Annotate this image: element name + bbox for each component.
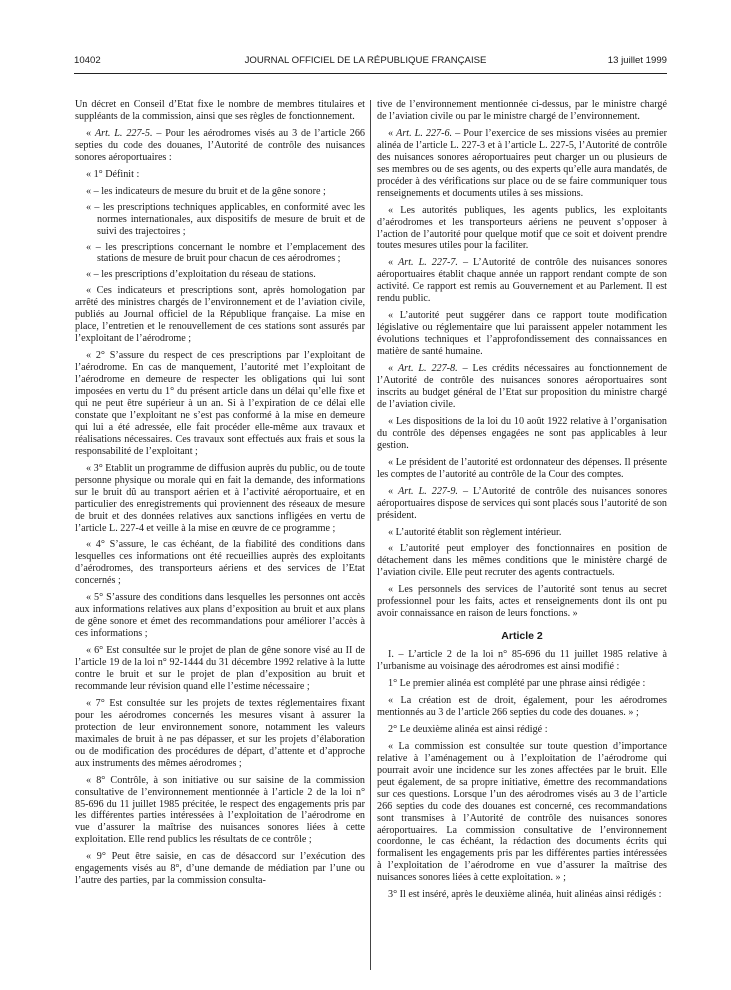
paragraph: 3° Il est inséré, après le deuxième alinéa, huit alinéas ainsi rédigés : [388, 889, 662, 901]
left-column [75, 99, 365, 892]
list-item: « – les prescriptions d’exploitation du réseau de stations. [86, 269, 316, 281]
list-item: « – les indicateurs de mesure du bruit et de la gêne sonore ; [86, 185, 326, 197]
paragraph: « 5° S’assure des conditions dans lesquelles les personnes ont accès aux informations relatives aux plans d’exposition au bruit et aux plans de gêne sonore et émet des recommandations pour améliorer l’accès à ces informations ; [75, 592, 365, 640]
page-number: 10402 [74, 55, 101, 66]
paragraph [377, 128, 667, 200]
paragraph-text: – L’Autorité de contrôle des nuisances sonores aéroportuaires dispose de services qui sont placés sous l’autorité de son président. [377, 485, 668, 521]
paragraph [377, 257, 667, 305]
paragraph: « L’autorité établit son règlement intérieur. [388, 526, 562, 538]
article-reference: « Art. L. 227-9. [388, 485, 458, 497]
paragraph-text: – L’Autorité de contrôle des nuisances sonores aéroportuaires établit chaque année un rapport rendant compte de son activité. Ce rapport est remis au Gouvernement et au Parlement. Il est rendu public. [377, 257, 668, 305]
paragraph: « 7° Est consultée sur les projets de textes réglementaires fixant pour les aérodromes concernés les mesures visant à assurer la protection de leur environnement sonore, notamment les valeurs maximales de bruit à ne pas dépasser, et sur les projets d’élaboration ou de modification des procédures de départ, d’attente et d’approche aux instruments des mêmes aérodromes ; [75, 697, 365, 769]
paragraph: Un décret en Conseil d’Etat fixe le nombre de membres titulaires et suppléants de la commission, ainsi que ses règles de fonctionnement. [75, 99, 365, 122]
list-item: « – les prescriptions concernant le nombre et l’emplacement des stations de mesure de bruit pour chacun de ces aérodromes ; [86, 241, 365, 265]
paragraph: « 3° Etablit un programme de diffusion auprès du public, ou de toute personne physique ou morale qui en fait la demande, des informations sur le bruit dû au transport aérien et à l’activité aéroportuaire, et en particulier des enregistrements qui proviennent des réseaux de mesure de bruit et des données relatives aux sanctions infligées en vertu de l’article L. 227-4 et veille à la mise en œuvre de ce programme ; [75, 462, 365, 534]
paragraph: « La création est de droit, également, pour les aérodromes mentionnés au 3 de l’article 266 septies du code des douanes. » ; [377, 694, 667, 718]
paragraph-text: – Pour les aérodromes visés au 3 de l’article 266 septies du code des douanes, l’Autorité de contrôle des nuisances sonores aéroportuaires : [75, 127, 365, 163]
article-reference: « Art. L. 227-6. [388, 127, 453, 139]
paragraph: 2° Le deuxième alinéa est ainsi rédigé : [388, 723, 548, 735]
paragraph: « 9° Peut être saisie, en cas de désaccord sur l’exécution des engagements visés au 8°, d’une demande de médiation par l’une ou l’autre des parties, par la commission consulta- [75, 851, 365, 887]
paragraph: I. – L’article 2 de la loi n° 85-696 du 11 juillet 1985 relative à l’urbanisme au voisinage des aérodromes est ainsi modifié : [377, 649, 667, 673]
paragraph: « 6° Est consultée sur le projet de plan de gêne sonore visé au II de l’article 19 de la loi n° 92-1444 du 31 décembre 1992 relative à la lutte contre le bruit et sur le projet de plan d’exposition au bruit et recommande leur révision quand elle l’estime nécessaire ; [75, 645, 365, 692]
paragraph [75, 128, 365, 164]
paragraph-text: – Les crédits nécessaires au fonctionnement de l’Autorité de contrôle des nuisances sonores aéroportuaires sont inscrits au budget général de l’Etat sur proposition du ministre chargé de l’aviation civile. [377, 363, 667, 410]
paragraph: « L’autorité peut suggérer dans ce rapport toute modification législative ou réglementaire que lui paraissent appeler notamment les évolutions techniques et l’approfondissement des connaissances en matière de santé humaine. [377, 310, 667, 358]
paragraph: « Le président de l’autorité est ordonnateur des dépenses. Il présente les comptes de l’autorité au contrôle de la Cour des comptes. [377, 456, 667, 480]
publication-date: 13 juillet 1999 [607, 55, 667, 66]
paragraph: « 2° S’assure du respect de ces prescriptions par l’exploitant de l’aérodrome. En cas de manquement, l’autorité met l’exploitant de l’aérodrome en demeure de respecter les obligations qui lui sont imposées en vertu du 1° du présent article dans un délai qu’elle fixe et qui ne peut être supérieur à un an. Si à l’expiration de ce délai elle constate que l’exploitant ne s’est pas conformé à la mise en demeure qui lui a été adressée, elle fait procéder elle-même aux travaux et réalisations nécessaires. Ces travaux sont effectués aux frais et sous la responsabilité de l’exploitant ; [75, 350, 365, 457]
paragraph: « 8° Contrôle, à son initiative ou sur saisine de la commission consultative de l’environnement mentionnée à l’article 2 de la loi n° 85-696 du 11 juillet 1985 précitée, le respect des engagements pris par les différentes parties intéressées à l’exploitation de l’aérodrome en vue d’assurer la maîtrise des nuisances sonores liées à cette exploitation. Elle rend publics les résultats de ce contrôle ; [75, 774, 365, 846]
paragraph: « Les personnels des services de l’autorité sont tenus au secret professionnel pour les faits, actes et renseignements dont ils ont pu avoir connaissance en raison de leurs fonctions. » [377, 584, 667, 620]
list-item: « – les prescriptions techniques applicables, en conformité avec les normes internationales, aux dispositifs de mesure de bruit et de suivi des trajectoires ; [86, 201, 365, 237]
paragraph: tive de l’environnement mentionnée ci-dessus, par le ministre chargé de l’aviation civile ou par le ministre chargé de l’environnement. [377, 99, 667, 122]
journal-title: JOURNAL OFFICIEL DE LA RÉPUBLIQUE FRANÇAISE [244, 55, 487, 66]
paragraph: 1° Le premier alinéa est complété par une phrase ainsi rédigée : [388, 678, 646, 690]
article-reference: « Art. L. 227-7. [388, 257, 458, 269]
paragraph: « La commission est consultée sur toute question d’importance relative à l’aménagement ou à l’exploitation de l’aérodrome qui pourrait avoir une incidence sur les zones affectées par le bruit. Elle peut également, de sa propre initiative, émettre des recommandations sur ces questions. Lorsque l’un des aérodromes visés au 3 de l’article 266 septies du code des douanes est concerné, ces recommandations sont transmises à l’Autorité de contrôle des nuisances sonores aéroportuaires. La commission consultative de l’environnement coordonne, le cas échéant, la rédaction des documents écrits qui formalisent les engagements pris par les différentes parties intéressées à l’exploitation de l’aérodrome en vue d’assurer la maîtrise des nuisances sonores liées à cette exploitation. » ; [377, 740, 667, 884]
paragraph [377, 363, 667, 411]
paragraph: « Les autorités publiques, les agents publics, les exploitants d’aérodromes et les transporteurs aériens ne peuvent s’opposer à l’action de l’autorité pour quelque motif que ce soit et doivent prendre toutes mesures utiles pour la faciliter. [377, 204, 667, 252]
paragraph: « Ces indicateurs et prescriptions sont, après homologation par arrêté des ministres chargés de l’environnement et de l’aviation civile, publiés au Journal officiel de la République française. La mise en place, l’entretien et le renouvellement de ces stations sont assurés par l’exploitant de l’aérodrome ; [75, 285, 365, 345]
right-column [377, 99, 667, 906]
paragraph: « L’autorité peut employer des fonctionnaires en position de détachement dans les mêmes conditions que le ministère chargé de l’aviation civile. Elle peut recruter des agents contractuels. [377, 543, 667, 579]
paragraph: « Les dispositions de la loi du 10 août 1922 relative à l’organisation du contrôle des dépenses engagées ne sont pas applicables à leur gestion. [377, 415, 667, 451]
paragraph-text: – Pour l’exercice de ses missions visées au premier alinéa de l’article L. 227-3 et à l’article L. 227-5, l’Autorité de contrôle des nuisances sonores aéroportuaires peut charger un ou plusieurs de ses membres ou de ses agents, ou des experts qu’elle aura mandatés, de procéder à des vérifications sur place ou de se faire communiquer tous renseignements et documents utiles à ses missions. [377, 127, 667, 199]
paragraph: « 1° Définit : [86, 168, 140, 180]
column-divider [370, 100, 371, 970]
article-reference: « Art. L. 227-8. [388, 363, 458, 375]
page-header [0, 55, 731, 71]
article-heading: Article 2 [501, 630, 543, 643]
paragraph [377, 486, 667, 522]
paragraph: « 4° S’assure, le cas échéant, de la fiabilité des conditions dans lesquelles ces informations ont été recueillies auprès des exploitants d’aérodromes, des transporteurs aériens et des services de l’Etat concernés ; [75, 539, 365, 587]
article-reference: « Art. L. 227-5. [86, 127, 153, 139]
header-rule [74, 73, 667, 74]
